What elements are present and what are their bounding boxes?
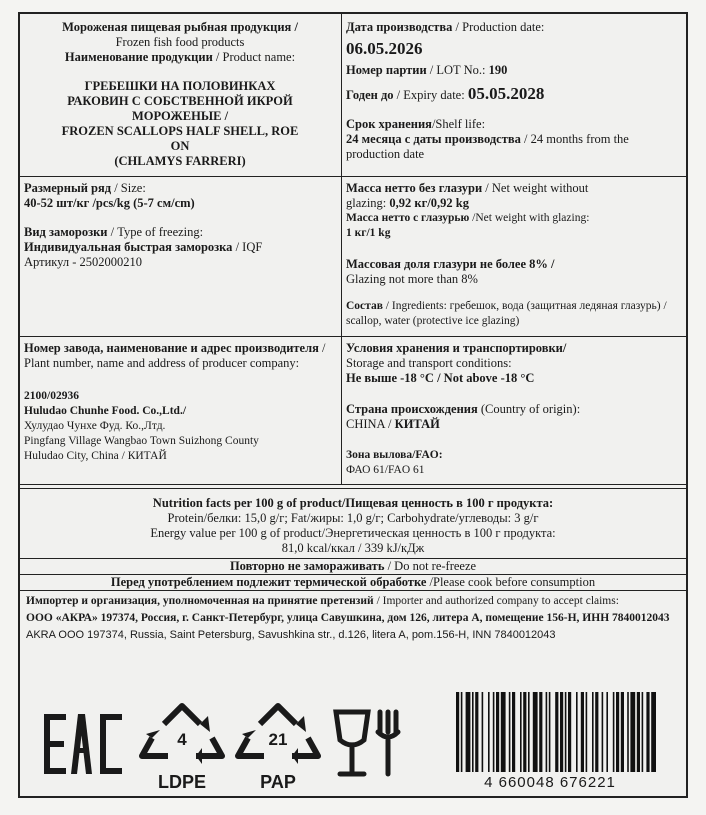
glaze-share-en: Glazing not more than 8% xyxy=(346,272,478,286)
freezing-label-ru: Вид заморозки xyxy=(24,225,108,239)
barcode-bar xyxy=(616,692,619,772)
plant-name: Huludao Chunhe Food. Co.,Ltd./ xyxy=(24,405,187,417)
barcode-bar xyxy=(472,692,474,772)
freezing-label-en: / Type of freezing: xyxy=(107,225,204,239)
origin-label-en: (Country of origin): xyxy=(477,402,581,416)
freezing-ru: Индивидуальная быстрая заморозка xyxy=(24,240,233,254)
recycle-ldpe xyxy=(138,700,226,794)
barcode-bar xyxy=(528,692,530,772)
barcode-bar xyxy=(523,692,526,772)
storage-value: Не выше -18 °С / Not above -18 °С xyxy=(346,371,535,385)
barcode-number: 4 660048 676221 xyxy=(484,774,616,791)
production-section xyxy=(346,20,682,162)
importer-address-en: AKRA OOO 197374, Russia, Saint Petersburg, Savushkina str., d.126, litera A, pom.156-H, INN 7840012043 xyxy=(26,629,556,641)
glazed-weight-label-ru: Масса нетто с глазурью xyxy=(346,212,470,224)
barcode-bar xyxy=(565,692,567,772)
size-section xyxy=(24,181,336,270)
refreeze-warning xyxy=(24,559,682,574)
nutrition-title: Nutrition facts per 100 g of product/Пищевая ценность в 100 г продукта: xyxy=(152,496,554,510)
glass-fork-icon xyxy=(332,706,402,780)
barcode-bar xyxy=(621,692,624,772)
barcode-bar xyxy=(501,692,506,772)
plant-address-line: Pingfang Village Wangbao Town Suizhong County xyxy=(24,435,259,447)
barcode-bar xyxy=(586,692,588,772)
product-section xyxy=(24,20,336,169)
cook-ru: Перед употреблением подлежит термической обработке xyxy=(110,575,427,589)
product-name-line: (CHLAMYS FARRERI) xyxy=(114,154,246,168)
product-label xyxy=(18,12,688,798)
barcode-bar xyxy=(512,692,515,772)
barcode-bar xyxy=(560,692,563,772)
plant-name-ru: Хулудао Чунхе Фуд. Ко.,Лтд. xyxy=(24,420,166,432)
weight-section xyxy=(346,181,682,329)
lot-label-ru: Номер партии xyxy=(346,63,427,77)
lot-label-en: / LOT No.: xyxy=(426,63,489,77)
recycle-pap-number: 21 xyxy=(268,730,288,749)
origin-label-ru: Страна происхождения xyxy=(346,402,478,416)
plant-label-ru: Номер завода, наименование и адрес производителя xyxy=(24,341,319,355)
barcode-bar xyxy=(533,692,538,772)
barcode-bar xyxy=(630,692,635,772)
composition-text: / Ingredients: гребешок, вода (защитная ледяная глазурь) / scallop, water (protective ice glazing) xyxy=(346,300,667,327)
net-weight-label-en-2: glazing: xyxy=(346,196,390,210)
food-contact-mark xyxy=(332,706,402,780)
barcode-bar xyxy=(546,692,548,772)
barcode-bar xyxy=(595,692,598,772)
lot-value: 190 xyxy=(488,63,508,77)
barcode xyxy=(420,686,680,794)
recycle-pap-label: PAP xyxy=(260,772,296,792)
composition-label: Состав xyxy=(346,300,383,312)
net-weight-value: 0,92 кг/0,92 kg xyxy=(389,196,469,210)
importer-address-ru: ООО «АКРА» 197374, Россия, г. Санкт-Петербург, улица Савушкина, дом 126, литера А, помещение 156-Н, ИНН 7840012043 xyxy=(26,612,670,624)
fao-label: Зона вылова/FAO: xyxy=(346,449,443,461)
storage-section xyxy=(346,341,682,478)
barcode-bar xyxy=(606,692,608,772)
product-name-line: ГРЕБЕШКИ НА ПОЛОВИНКАХ xyxy=(84,79,276,93)
net-weight-label-ru: Масса нетто без глазури xyxy=(346,181,483,195)
shelf-life-label-ru: Срок хранения xyxy=(346,117,432,131)
expiry-value: 05.05.2028 xyxy=(467,84,545,103)
storage-label-ru: Условия хранения и транспортировки/ xyxy=(346,341,567,355)
barcode-bar xyxy=(482,692,484,772)
barcode-bar xyxy=(602,692,604,772)
refreeze-en: / Do not re-freeze xyxy=(384,559,477,573)
shelf-life-en: / 24 months from the production date xyxy=(346,132,629,161)
size-value: 40-52 шт/кг /pcs/kg (5-7 см/cm) xyxy=(24,196,195,210)
barcode-bar xyxy=(613,692,615,772)
product-name-line: МОРОЖЕНЫЕ / xyxy=(131,109,229,123)
product-name-line: FROZEN SCALLOPS HALF SHELL, ROE xyxy=(61,124,299,138)
product-header-en: Frozen fish food products xyxy=(115,35,245,49)
plant-address-line: Huludao City, China / КИТАЙ xyxy=(24,450,167,462)
eac-logo-icon xyxy=(44,714,124,774)
barcode-bar xyxy=(488,692,490,772)
barcode-bar xyxy=(576,692,578,772)
importer-section xyxy=(26,594,682,643)
barcode-bar xyxy=(568,692,571,772)
plant-section xyxy=(24,341,336,464)
barcode-bar xyxy=(651,692,656,772)
barcode-bar xyxy=(627,692,629,772)
article-number: Артикул - 2502000210 xyxy=(24,255,143,269)
barcode-bar xyxy=(520,692,522,772)
recycle-ldpe-number: 4 xyxy=(177,730,187,749)
barcode-bar xyxy=(509,692,511,772)
importer-label-en: / Importer and authorized company to accept claims: xyxy=(373,595,619,607)
plant-label-en: / Plant number, name and address of producer company: xyxy=(24,341,326,370)
nutrition-line: Energy value per 100 g of product/Энергетическая ценность в 100 г продукта: xyxy=(150,526,556,540)
production-date-label-en: / Production date: xyxy=(452,20,545,34)
refreeze-ru: Повторно не замораживать xyxy=(229,559,385,573)
cook-en: /Please cook before consumption xyxy=(426,575,596,589)
product-name-label-en: / Product name: xyxy=(212,50,296,64)
recycle-pap xyxy=(234,700,322,794)
size-label-en: / Size: xyxy=(111,181,146,195)
plant-number: 2100/02936 xyxy=(24,390,79,402)
importer-label-ru: Импортер и организация, уполномоченная на принятие претензий xyxy=(26,595,374,607)
glazed-weight-value: 1 кг/1 kg xyxy=(346,227,391,239)
freezing-en: / IQF xyxy=(232,240,263,254)
barcode-bar xyxy=(461,692,463,772)
barcode-bar xyxy=(493,692,495,772)
origin-ru: КИТАЙ xyxy=(394,417,440,431)
product-name-label-ru: Наименование продукции xyxy=(64,50,213,64)
expiry-label-ru: Годен до xyxy=(346,88,394,102)
barcode-bar xyxy=(642,692,644,772)
origin-en: CHINA / xyxy=(346,417,395,431)
size-label-ru: Размерный ряд xyxy=(24,181,112,195)
net-weight-label-en: / Net weight without xyxy=(482,181,589,195)
barcode-bar xyxy=(581,692,584,772)
expiry-label-en: / Expiry date: xyxy=(393,88,468,102)
shelf-life-ru: 24 месяца с даты производства xyxy=(346,132,521,146)
barcode-bar xyxy=(637,692,640,772)
fao-value: ФАО 61/FAO 61 xyxy=(346,464,425,476)
nutrition-line: 81,0 kcal/ккал / 339 kJ/кДж xyxy=(281,541,425,555)
glaze-share-ru: Массовая доля глазури не более 8% / xyxy=(346,257,555,271)
nutrition-section xyxy=(24,496,682,556)
barcode-bar xyxy=(592,692,594,772)
shelf-life-label-en: /Shelf life: xyxy=(431,117,486,131)
barcode-bar xyxy=(539,692,542,772)
production-date-label-ru: Дата производства xyxy=(346,20,453,34)
product-name-line: РАКОВИН С СОБСТВЕННОЙ ИКРОЙ xyxy=(67,94,293,108)
product-name-line: ON xyxy=(170,139,190,153)
barcode-bars xyxy=(420,686,680,776)
barcode-bar xyxy=(456,692,459,772)
barcode-bar xyxy=(475,692,478,772)
barcode-bar xyxy=(646,692,649,772)
barcode-bar xyxy=(549,692,551,772)
cook-warning xyxy=(24,575,682,590)
product-header-ru: Мороженая пищевая рыбная продукция / xyxy=(62,20,298,34)
eac-mark xyxy=(44,714,124,774)
barcode-bar xyxy=(466,692,471,772)
nutrition-line: Protein/белки: 15,0 g/г; Fat/жиры: 1,0 g/г; Carbohydrate/углеводы: 3 g/г xyxy=(167,511,539,525)
barcode-bar xyxy=(555,692,558,772)
storage-label-en: Storage and transport conditions: xyxy=(346,356,512,370)
recycle-ldpe-label: LDPE xyxy=(157,772,206,792)
barcode-bar xyxy=(496,692,499,772)
production-date-value: 06.05.2026 xyxy=(346,39,423,58)
glazed-weight-label-en: /Net weight with glazing: xyxy=(469,212,590,224)
